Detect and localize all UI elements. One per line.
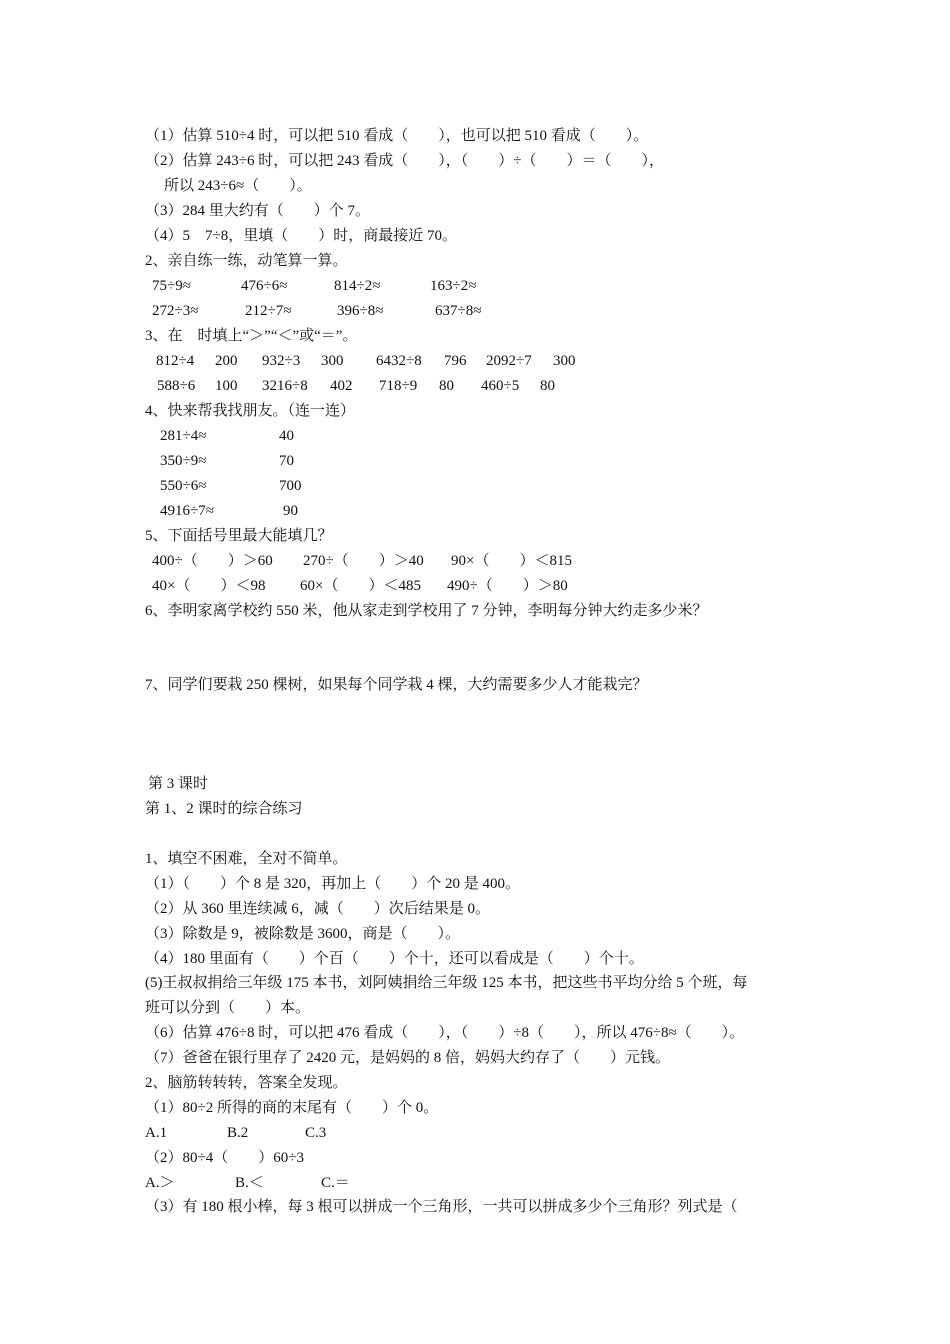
choice-option: A.＞ [145,1175,175,1191]
q3-cell: 812÷4 [156,353,195,369]
q5-expr: 400÷（ ）＞60 [152,553,273,569]
q3-cell: 460÷5 [481,378,520,394]
q4-left-expr: 281÷4≈ [160,428,207,444]
q5-expr: 490÷（ ）＞80 [447,578,568,594]
lesson-subtitle: 第 1、2 课时的综合练习 [145,801,303,817]
q4-right-value: 700 [279,478,302,494]
q4-left-expr: 550÷6≈ [160,478,207,494]
q4-right-value: 40 [279,428,294,444]
q5-title: 5、下面括号里最大能填几？ [145,528,333,544]
q2-expr: 272÷3≈ [152,303,199,319]
choice-option: B.2 [227,1125,249,1141]
q3-cell: 3216÷8 [262,378,308,394]
q2-expr: 75÷9≈ [152,278,191,294]
q3-cell: 80 [540,378,555,394]
s2-q1-item: （4）180 里面有（ ）个百（ ）个十，还可以看成是（ ）个十。 [145,951,644,967]
q4-title: 4、快来帮我找朋友。（连一连） [145,403,356,419]
s2-q2-item: （2）80÷4（ ）60÷3 [145,1150,304,1166]
s2-q1-item: （1）（ ）个 8 是 320，再加上（ ）个 20 是 400。 [145,876,521,892]
q4-right-value: 70 [279,453,294,469]
q2-expr: 212÷7≈ [245,303,292,319]
s2-q1-item: （6）估算 476÷8 时，可以把 476 看成（ ），（ ）÷8（ ），所以 476÷8≈（ ）。 [145,1025,745,1041]
s2-q1-item: （2）从 360 里连续减 6，减（ ）次后结果是 0。 [145,901,491,917]
q2-title: 2、亲自练一练，动笔算一算。 [145,253,348,269]
q3-cell: 300 [321,353,344,369]
q3-cell: 80 [439,378,454,394]
q5-expr: 60×（ ）＜485 [300,578,421,594]
q2-expr: 476÷6≈ [241,278,288,294]
s2-q2-title: 2、脑筋转转转，答案全发现。 [145,1075,348,1091]
s1-item-1: （1）估算 510÷4 时，可以把 510 看成（ ），也可以把 510 看成（ ）。 [145,128,649,144]
q2-expr: 163÷2≈ [430,278,477,294]
q3-cell: 100 [215,378,238,394]
q5-expr: 270÷（ ）＞40 [303,553,424,569]
s1-item-4: （4）5 7÷8，里填（ ）时，商最接近 70。 [145,228,457,244]
s1-item-2-cont: 所以 243÷6≈（ ）。 [164,178,312,194]
q3-cell: 588÷6 [157,378,196,394]
lesson-heading: 第 3 课时 [148,776,209,792]
q5-expr: 40×（ ）＜98 [152,578,266,594]
q2-expr: 814÷2≈ [334,278,381,294]
s2-q1-item-cont: 班可以分到（ ）本。 [145,1000,311,1016]
q2-expr: 637÷8≈ [435,303,482,319]
q3-cell: 2092÷7 [486,353,532,369]
s1-item-2: （2）估算 243÷6 时，可以把 243 看成（ ），（ ）÷（ ）＝（ ）， [145,153,664,169]
choice-option: A.1 [145,1125,168,1141]
q3-cell: 402 [330,378,353,394]
choice-option: C.3 [305,1125,327,1141]
q2-expr: 396÷8≈ [337,303,384,319]
s1-item-3: （3）284 里大约有（ ）个 7。 [145,203,371,219]
choice-option: B.＜ [235,1175,264,1191]
s2-q1-item: （7）爸爸在银行里存了 2420 元，是妈妈的 8 倍，妈妈大约存了（ ）元钱。 [145,1050,671,1066]
q5-expr: 90×（ ）＜815 [451,553,572,569]
q3-cell: 200 [215,353,238,369]
q3-cell: 932÷3 [262,353,301,369]
q4-left-expr: 350÷9≈ [160,453,207,469]
q4-left-expr: 4916÷7≈ [160,503,214,519]
choice-option: C.＝ [321,1175,350,1191]
q6-text: 6、李明家离学校约 550 米，他从家走到学校用了 7 分钟，李明每分钟大约走多少米？ [145,603,708,619]
s2-q1-item: (5)王叔叔捐给三年级 175 本书，刘阿姨捐给三年级 125 本书，把这些书平均分给 5 个班，每 [145,975,748,991]
q3-title: 3、在 时填上“＞”“＜”或“＝”。 [145,328,358,344]
q3-cell: 6432÷8 [376,353,422,369]
s2-q1-title: 1、填空不困难，全对不简单。 [145,851,348,867]
s2-q2-item: （3）有 180 根小棒，每 3 根可以拼成一个三角形，一共可以拼成多少个三角形？列式是（ [145,1199,738,1215]
q3-cell: 796 [444,353,467,369]
q7-text: 7、同学们要栽 250 棵树，如果每个同学栽 4 棵，大约需要多少人才能栽完？ [145,677,648,693]
s2-q1-item: （3）除数是 9，被除数是 3600，商是（ ）。 [145,926,461,942]
q3-cell: 300 [553,353,576,369]
q3-cell: 718÷9 [379,378,418,394]
q4-right-value: 90 [283,503,298,519]
s2-q2-item: （1）80÷2 所得的商的末尾有（ ）个 0。 [145,1100,439,1116]
